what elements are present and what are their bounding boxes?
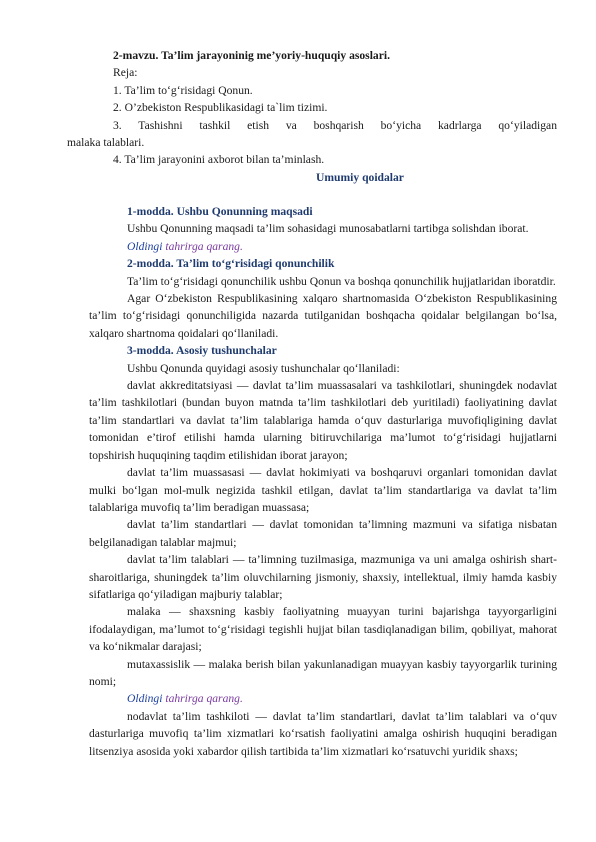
document-body xyxy=(67,47,557,186)
plan-item-2: 2. O’zbekiston Respublikasidagi ta`lim tizimi. xyxy=(113,101,328,115)
article-2-paragraph-2: Agar O‘zbekiston Respublikasining xalqaro shartnomasida O‘zbekiston Respublikasining ta’lim to‘g‘risidagi qonunchiligida nazarda tutilganidan boshqacha qoidalar belgilangan bo‘lsa, xalqaro shartnoma qoidalari qo‘llaniladi. xyxy=(89,292,557,340)
term-definition: davlat akkreditatsiyasi — davlat ta’lim muassasalari va tashkilotlari, shuningdek nodavlat ta’lim tashkilotlari (bundan buyon matnda ta’lim tashkilotlari deb yuritiladi) faoliyatining davlat ta’lim standartlari va davlat ta’lim talablariga hamda o‘quv dasturlariga muvofiqligining davlat tomonidan e’tirof etilishi hamda ularning bitiruvchilariga ma’lumot to‘g‘risidagi hujjatlarni topshirish huquqining taqdim etilishidan iborat jarayon; xyxy=(89,379,557,462)
term-definition: davlat ta’lim muassasasi — davlat hokimiyati va boshqaruvi organlari tomonidan davlat mulki bo‘lgan mol-mulk negizida tashkil etilgan, davlat ta’lim standartlariga va davlat ta’lim talablariga muvofiq ta’lim beradigan muassasa; xyxy=(89,466,557,514)
edition-label[interactable]: tahrirga qarang. xyxy=(165,239,243,253)
article-3-intro: Ushbu Qonunda quyidagi asosiy tushunchalar qo‘llaniladi: xyxy=(127,361,400,375)
term-definition: mutaxassislik — malaka berish bilan yakunlanadigan muayyan kasbiy tayyorgarlik turining nomi; xyxy=(89,657,557,688)
article-2-paragraph-1: Ta’lim to‘g‘risidagi qonunchilik ushbu Qonun va boshqa qonunchilik hujjatlaridan iboratdir. xyxy=(127,274,556,288)
articles-body xyxy=(89,203,557,760)
plan-label: Reja: xyxy=(113,66,138,80)
plan-item-3: 3. Tashishni tashkil etish va boshqarish bo‘yicha kadrlarga qo‘yiladigan xyxy=(113,118,557,132)
previous-edition-link-1[interactable] xyxy=(89,238,557,255)
previous-label[interactable]: Oldingi xyxy=(127,692,163,706)
article-3-heading: 3-modda. Asosiy tushunchalar xyxy=(127,344,277,358)
article-1-text: Ushbu Qonunning maqsadi ta’lim sohasidagi munosabatlarni tartibga solishdan iborat. xyxy=(127,222,529,236)
edition-label[interactable]: tahrirga qarang. xyxy=(165,692,243,706)
term-definition: davlat ta’lim standartlari — davlat tomonidan ta’limning mazmuni va sifatiga nisbatan belgilanadigan talablar majmui; xyxy=(89,518,557,549)
topic-title: 2-mavzu. Ta’lim jarayoninig me’yoriy-huquqiy asoslari. xyxy=(113,49,390,62)
previous-edition-link-2[interactable] xyxy=(89,690,557,707)
article-1-heading: 1-modda. Ushbu Qonunning maqsadi xyxy=(127,205,313,218)
term-definition: davlat ta’lim talablari — ta’limning tuzilmasiga, mazmuniga va uni amalga oshirish shart-sharoitlariga, shuningdek ta’lim oluvchilarning jismoniy, shaxsiy, intellektual, ilmiy hamda kasbiy sifatlariga qo‘yiladigan majburiy talablar; xyxy=(89,553,557,601)
term-definition: malaka — shaxsning kasbiy faoliyatning muayyan turini bajarishga tayyorgarligini ifodalaydigan, ma’lumot to‘g‘risidagi tegishli hujjat bilan tasdiqlanadigan bilim, qobiliyat, mahorat va ko‘nikmalar darajasi; xyxy=(89,605,557,654)
plan-item-1: 1. Ta’lim to‘g‘risidagi Qonun. xyxy=(113,83,253,97)
previous-label[interactable]: Oldingi xyxy=(127,239,163,253)
article-2-heading: 2-modda. Ta’lim to‘g‘risidagi qonunchilik xyxy=(127,257,335,271)
term-definition-final: nodavlat ta’lim tashkiloti — davlat ta’lim standartlari, davlat ta’lim talablari va o‘quv dasturlariga muvofiq ta’lim xizmatlari ko‘rsatish faoliyatini amalga oshirish huquqini beradigan litsenziya asosida yoki xabardor qilish tartibida ta’lim xizmatlari ko‘rsatuvchi yuridik shaxs; xyxy=(89,709,557,758)
section-heading: Umumiy qoidalar xyxy=(316,170,404,184)
plan-item-3-cont: malaka talablari. xyxy=(67,136,145,150)
plan-item-4: 4. Ta’lim jarayonini axborot bilan ta’minlash. xyxy=(113,153,325,167)
